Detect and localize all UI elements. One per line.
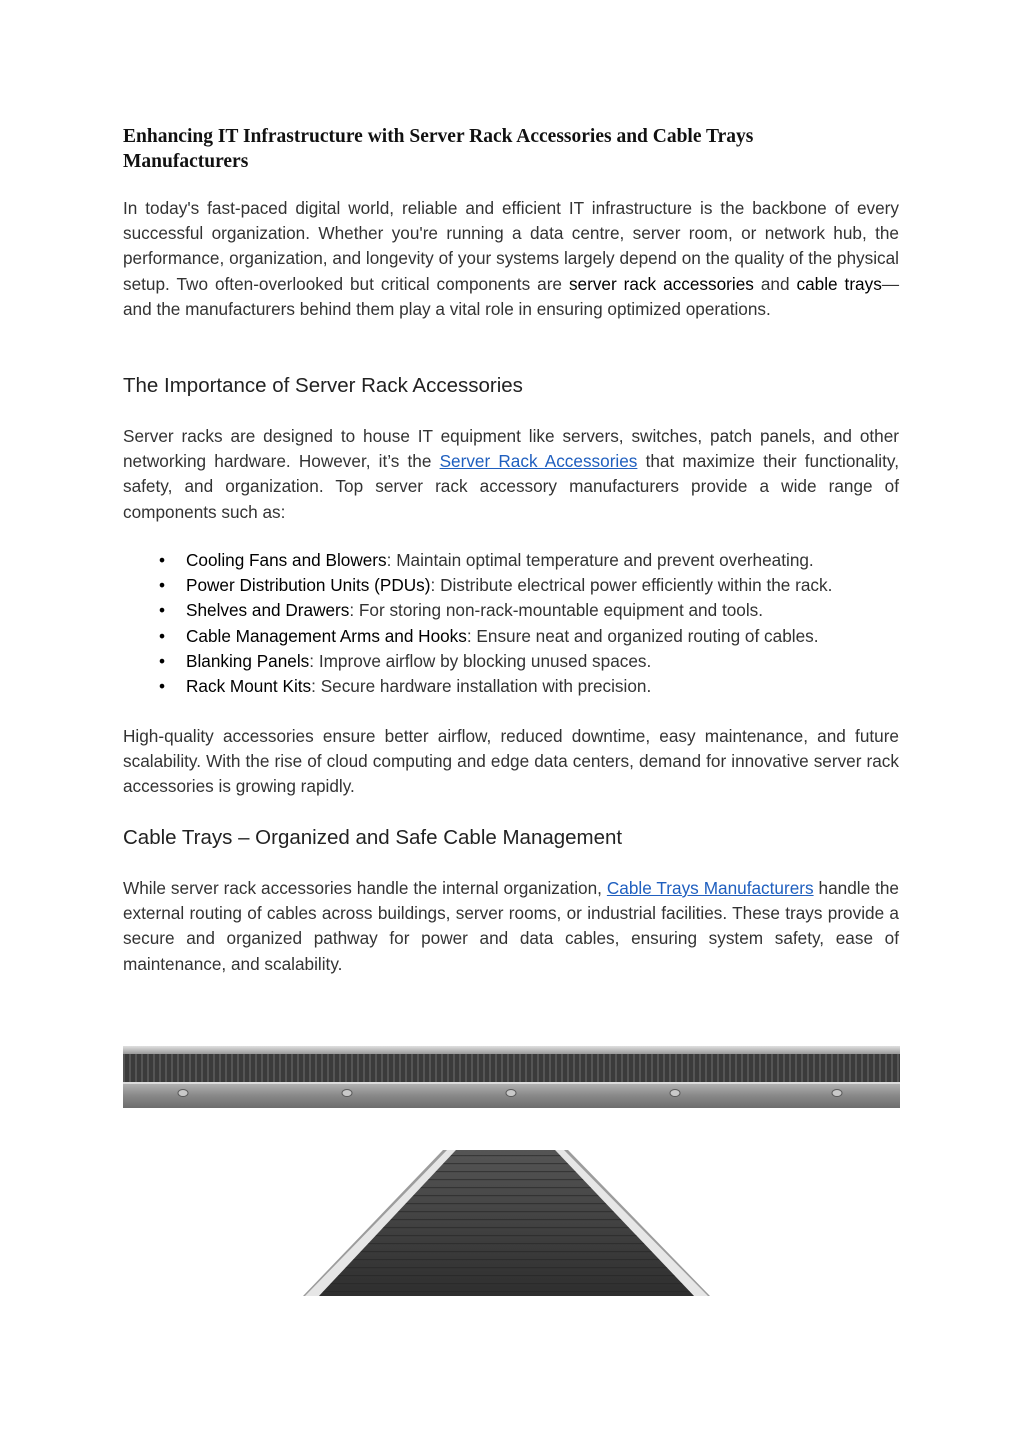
list-item (123, 674, 899, 699)
list-item-term: Power Distribution Units (PDUs) (186, 575, 431, 596)
intro-text-2: and (753, 273, 797, 294)
list-item-term: Cooling Fans and Blowers (186, 550, 387, 570)
list-item-term: Shelves and Drawers (186, 600, 350, 621)
list-item-desc: : Maintain optimal temperature and prevent overheating. (386, 550, 814, 570)
list-item-desc: : Secure hardware installation with precision. (311, 676, 652, 697)
page-title: Enhancing IT Infrastructure with Server Rack Accessories and Cable Trays Manufacturers (123, 126, 754, 172)
intro-term-server-rack-accessories: server rack accessories (568, 273, 754, 294)
accessories-closing-paragraph: High-quality accessories ensure better airflow, reduced downtime, easy maintenance, and future scalability. With the rise of cloud computing and edge data centers, demand for innovative server rack accessories is growing rapidly. (123, 726, 899, 797)
server-rack-accessories-link[interactable]: Server Rack Accessories (439, 451, 638, 472)
intro-text-1: In today's fast-paced digital world, reliable and efficient IT infrastructure is the backbone of every successful organization. Whether you're running a data centre, server room, or network hub, the performance, organization, and longevity of your systems largely depend on the quality of the physical setup. Two often-overlooked but critical components are (123, 198, 899, 294)
cable-trays-manufacturers-link[interactable]: Cable Trays Manufacturers (606, 878, 814, 898)
list-item-desc: : For storing non-rack-mountable equipment and tools. (349, 600, 764, 621)
list-item-term: Blanking Panels (186, 650, 310, 671)
intro-term-cable-trays: cable trays (796, 273, 882, 294)
server-racks-text-before: Server racks are designed to house IT equipment like servers, switches, patch panels, and other networking hardware. However, it’s the (123, 426, 899, 472)
list-item (123, 649, 899, 674)
server-racks-paragraph (123, 424, 899, 525)
bullet-icon: • (159, 575, 166, 596)
belt-perspective-view (303, 1150, 710, 1296)
list-item (123, 573, 899, 598)
bullet-icon: • (159, 550, 166, 570)
list-item-desc: : Ensure neat and organized routing of cables. (466, 625, 819, 646)
section-heading-server-rack-accessories: The Importance of Server Rack Accessories (123, 374, 523, 397)
conveyor-belt-image (123, 1046, 900, 1298)
cable-trays-text-before: While server rack accessories handle the internal organization, (123, 878, 607, 898)
list-item (123, 624, 899, 649)
belt-side-view (123, 1046, 900, 1108)
list-item (123, 548, 899, 573)
bullet-icon: • (159, 676, 166, 697)
intro-paragraph (123, 196, 899, 322)
bullet-icon: • (159, 650, 166, 671)
accessories-list (123, 548, 899, 699)
list-item-desc: : Improve airflow by blocking unused spaces. (309, 650, 652, 671)
intro-text-3: —and the manufacturers behind them play a vital role in ensuring optimized operations. (123, 273, 899, 319)
cable-trays-text-after: handle the external routing of cables across buildings, server rooms, or industrial facilities. These trays provide a secure and organized pathway for power and data cables, ensuring system safety, ease of maintenance, and scalability. (123, 878, 899, 974)
section-heading-cable-trays: Cable Trays – Organized and Safe Cable Management (123, 826, 623, 849)
list-item-term: Cable Management Arms and Hooks (186, 625, 467, 646)
list-item (123, 598, 899, 623)
bullet-icon: • (159, 625, 166, 646)
bullet-icon: • (159, 600, 166, 621)
list-item-desc: : Distribute electrical power efficiently within the rack. (430, 575, 833, 596)
list-item-term: Rack Mount Kits (186, 676, 312, 697)
cable-trays-paragraph (123, 876, 899, 977)
server-racks-text-after: that maximize their functionality, safety, and organization. Top server rack accessory manufacturers provide a wide range of components such as: (123, 451, 899, 522)
